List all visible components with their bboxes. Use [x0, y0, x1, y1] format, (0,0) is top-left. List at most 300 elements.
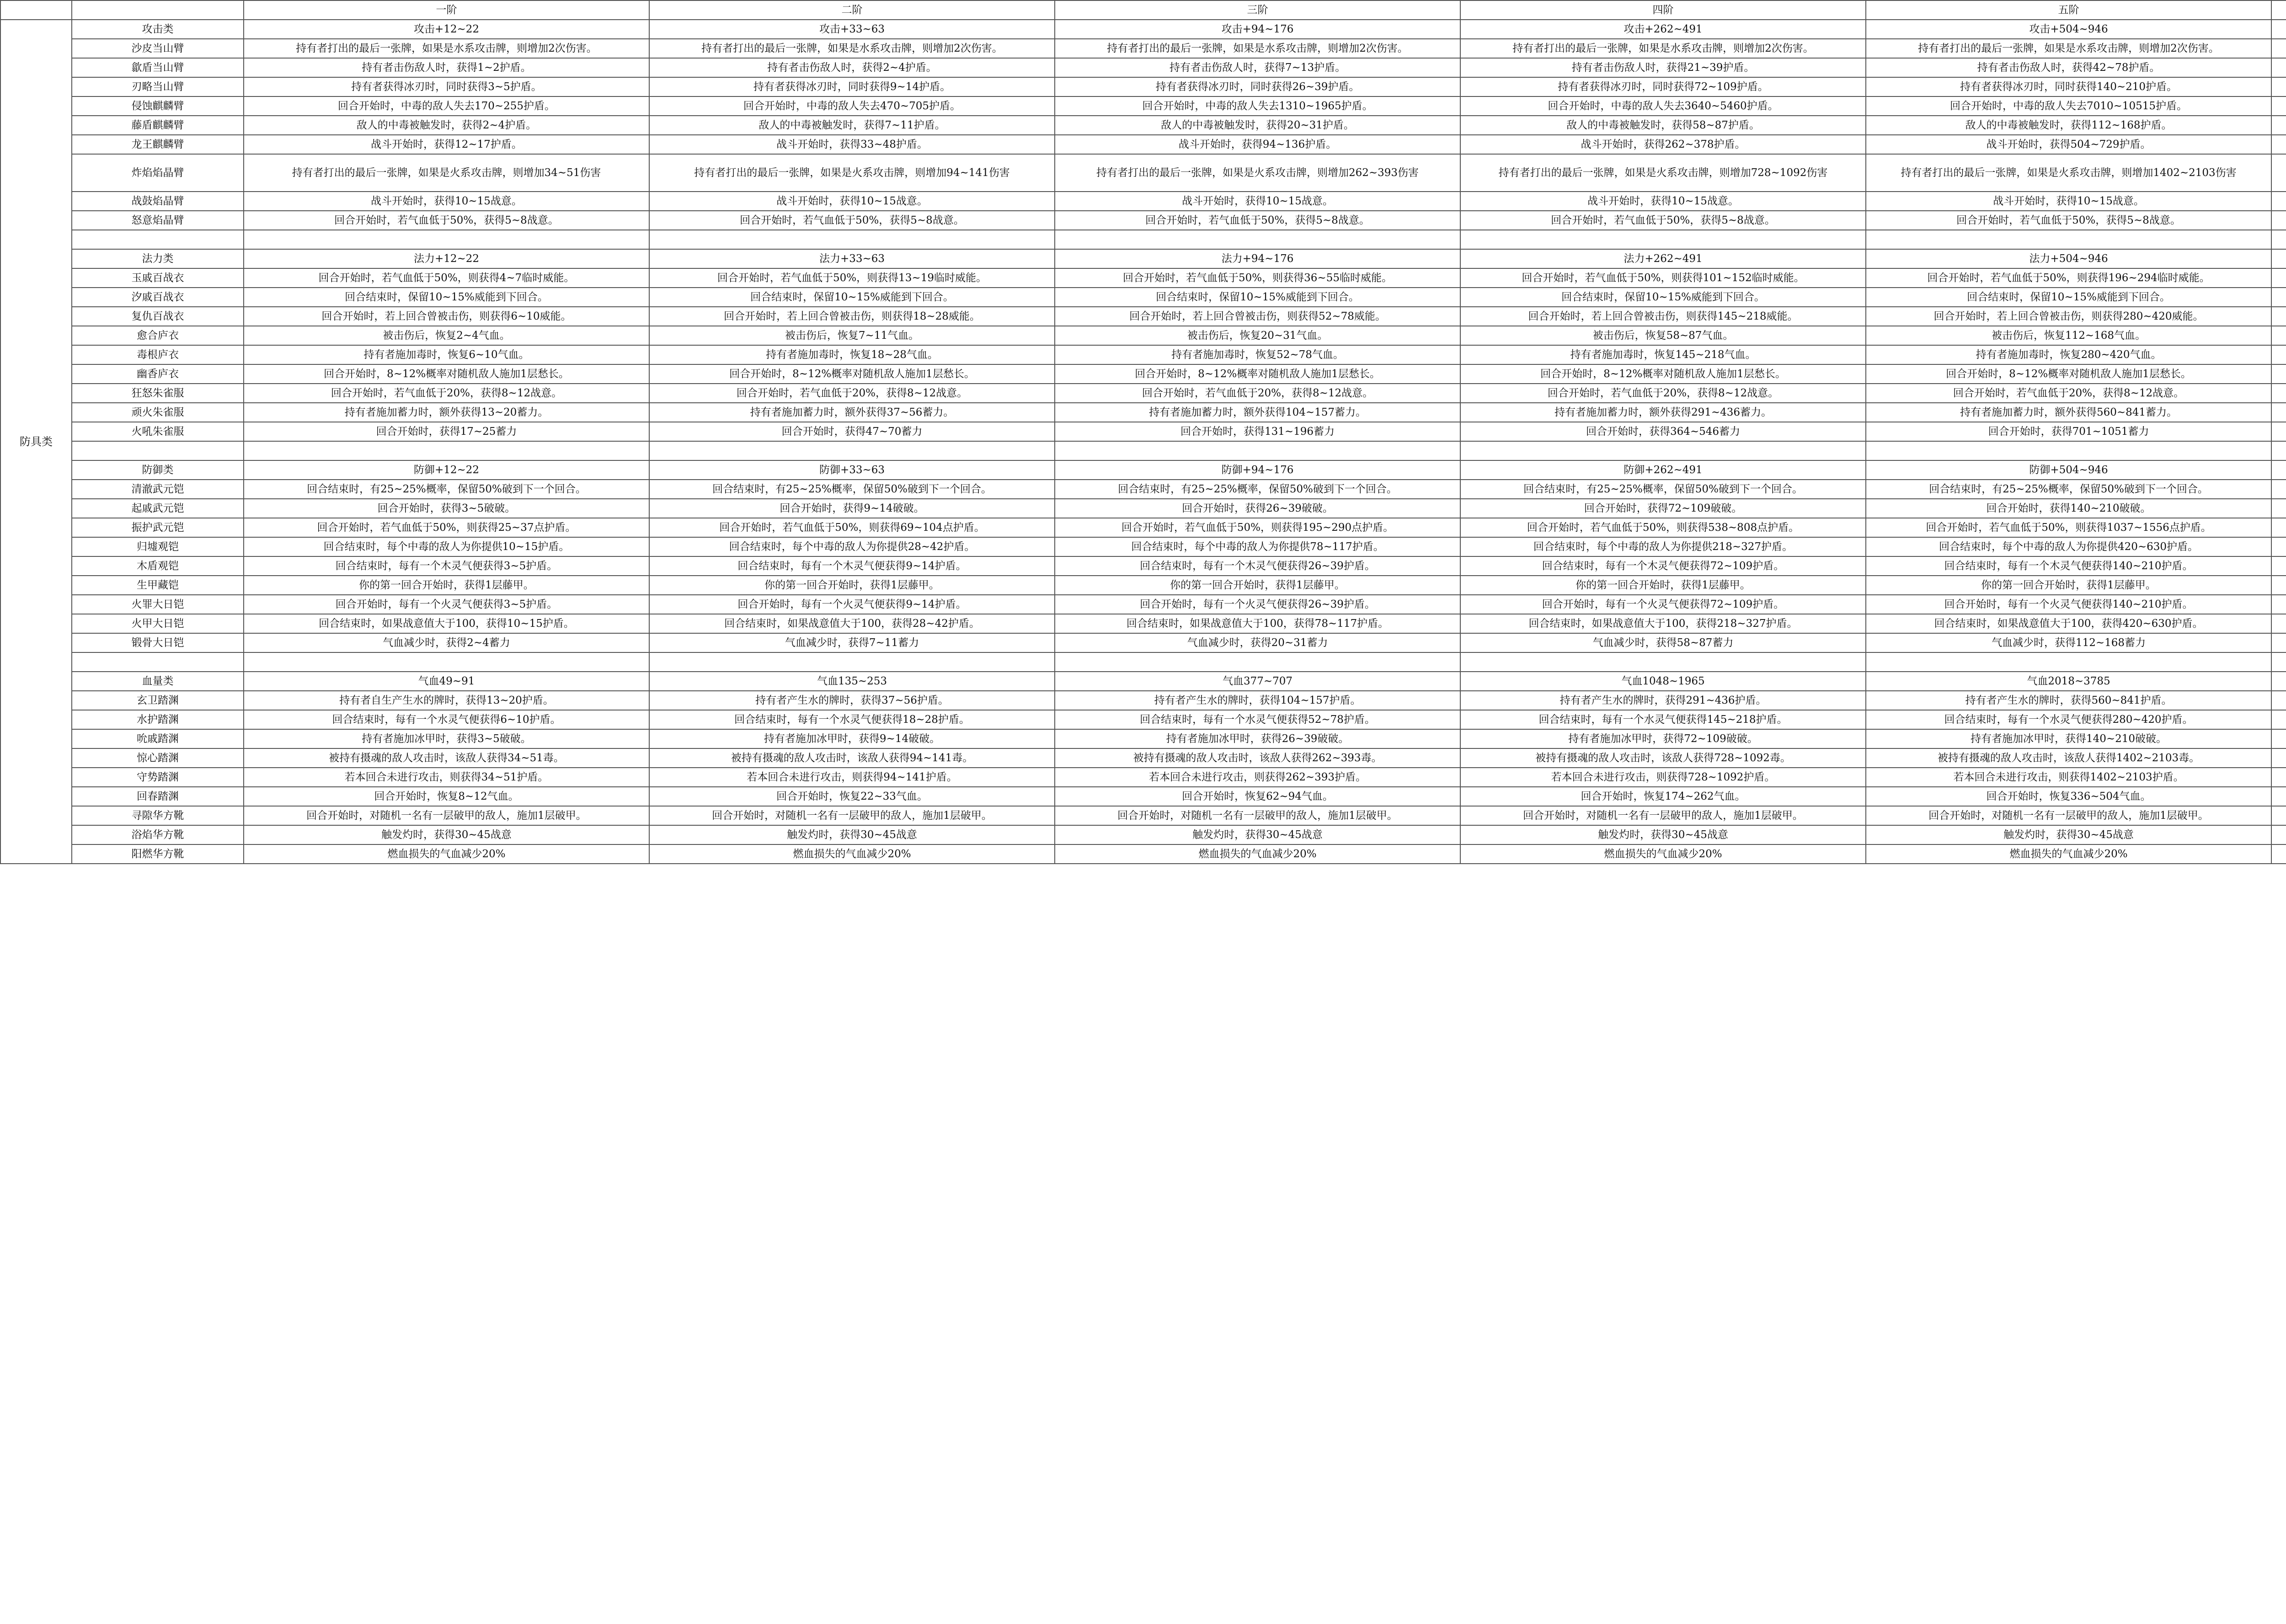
affix-cell: 燃血损失的气血减少20%: [649, 844, 1055, 864]
affix-cell: 持有者施加蓄力时，额外获得104~157蓄力。: [1055, 403, 1460, 422]
table-row: [0, 39, 2286, 58]
affix-cell: 法力+94~176: [1055, 249, 1460, 268]
affix-cell: 回合开始时，若气血低于50%，则获得13~19临时威能。: [649, 268, 1055, 288]
row-name: 归墟观铠: [72, 537, 244, 556]
affix-cell: [2271, 672, 2286, 691]
row-name: 防御类: [72, 460, 244, 480]
affix-cell: 持有者击伤敌人时，获得2~4护盾。: [649, 58, 1055, 77]
affix-cell: 持有者打出的最后一张牌，如果是火系攻击牌，则增加34~51伤害: [244, 154, 649, 192]
affix-cell: [2271, 268, 2286, 288]
section-spacer-row: [0, 652, 2286, 672]
affix-cell: 回合开始时，中毒的敌人失去1310~1965护盾。: [1055, 96, 1460, 116]
row-name: 藤盾麒麟臂: [72, 116, 244, 135]
row-name: 火甲大日铠: [72, 614, 244, 633]
affix-cell: 你的第一回合开始时，获得1层藤甲。: [649, 576, 1055, 595]
affix-cell: 回合结束时，如果战意值大于100，获得10~15护盾。: [244, 614, 649, 633]
affix-cell: [2271, 806, 2286, 825]
affix-cell: 回合开始时，每有一个火灵气便获得9~14护盾。: [649, 595, 1055, 614]
empty-cell: [1055, 652, 1460, 672]
affix-cell: [2271, 403, 2286, 422]
table-row: [0, 480, 2286, 499]
row-name: 法力类: [72, 249, 244, 268]
affix-cell: 持有者获得冰刃时，同时获得72~109护盾。: [1460, 77, 1866, 96]
table-row: [0, 672, 2286, 691]
affix-cell: 敌人的中毒被触发时，获得112~168护盾。: [1866, 116, 2271, 135]
row-name: 水护踏渊: [72, 710, 244, 729]
affix-cell: 回合结束时，每有一个木灵气便获得3~5护盾。: [244, 556, 649, 576]
affix-cell: 回合结束时，保留10~15%威能到下回合。: [244, 288, 649, 307]
row-name: 歙盾当山臂: [72, 58, 244, 77]
affix-cell: 回合开始时，若气血低于50%，获得5~8战意。: [1866, 211, 2271, 230]
affix-cell: 回合开始时，获得17~25蓄力: [244, 422, 649, 441]
table-row: [0, 518, 2286, 537]
affix-cell: 持有者施加毒时，恢复6~10气血。: [244, 345, 649, 364]
affix-cell: 回合开始时，8~12%概率对随机敌人施加1层愁长。: [649, 364, 1055, 384]
affix-cell: 燃血损失的气血减少20%: [244, 844, 649, 864]
affix-cell: 触发灼时，获得30~45战意: [244, 825, 649, 844]
affix-cell: 气血135~253: [649, 672, 1055, 691]
affix-cell: 你的第一回合开始时，获得1层藤甲。: [244, 576, 649, 595]
affix-cell: 回合开始时，若气血低于50%，则获得101~152临时威能。: [1460, 268, 1866, 288]
corner-cell: [0, 0, 72, 20]
affix-cell: 持有者打出的最后一张牌，如果是水系攻击牌，则增加2次伤害。: [1460, 39, 1866, 58]
row-name: 玄卫踏渊: [72, 691, 244, 710]
empty-cell: [72, 652, 244, 672]
affix-cell: 持有者施加毒时，恢复18~28气血。: [649, 345, 1055, 364]
row-name: 毒根庐衣: [72, 345, 244, 364]
affix-cell: 回合开始时，对随机一名有一层破甲的敌人，施加1层破甲。: [1055, 806, 1460, 825]
affix-cell: [2271, 768, 2286, 787]
tier-header: 四阶: [1460, 0, 1866, 20]
affix-cell: 若本回合未进行攻击，则获得1402~2103护盾。: [1866, 768, 2271, 787]
affix-cell: 回合开始时，若气血低于20%，获得8~12战意。: [244, 384, 649, 403]
affix-cell: 回合开始时，获得701~1051蓄力: [1866, 422, 2271, 441]
affix-cell: 持有者打出的最后一张牌，如果是火系攻击牌，则增加1402~2103伤害: [1866, 154, 2271, 192]
affix-cell: [2271, 480, 2286, 499]
affix-cell: [2271, 384, 2286, 403]
affix-cell: 回合开始时，若上回合曾被击伤，则获得18~28威能。: [649, 307, 1055, 326]
table-row: [0, 768, 2286, 787]
affix-cell: 触发灼时，获得30~45战意: [1055, 825, 1460, 844]
tier-header: [2271, 0, 2286, 20]
affix-cell: 你的第一回合开始时，获得1层藤甲。: [1866, 576, 2271, 595]
table-row: [0, 384, 2286, 403]
affix-cell: [2271, 154, 2286, 192]
affix-cell: 被击伤后，恢复58~87气血。: [1460, 326, 1866, 345]
row-name: 生甲藏铠: [72, 576, 244, 595]
affix-cell: [2271, 633, 2286, 652]
affix-cell: 回合开始时，若气血低于20%，获得8~12战意。: [649, 384, 1055, 403]
affix-cell: 回合开始时，每有一个火灵气便获得72~109护盾。: [1460, 595, 1866, 614]
affix-cell: [2271, 748, 2286, 768]
row-name: 阳燃华方靴: [72, 844, 244, 864]
affix-cell: 回合开始时，恢复62~94气血。: [1055, 787, 1460, 806]
affix-cell: 气血2018~3785: [1866, 672, 2271, 691]
affix-cell: [2271, 518, 2286, 537]
affix-cell: [2271, 58, 2286, 77]
affix-cell: 防御+262~491: [1460, 460, 1866, 480]
affix-cell: 敌人的中毒被触发时，获得20~31护盾。: [1055, 116, 1460, 135]
affix-cell: 回合结束时，保留10~15%威能到下回合。: [649, 288, 1055, 307]
affix-cell: 攻击+33~63: [649, 20, 1055, 39]
row-name: 刃略当山臂: [72, 77, 244, 96]
affix-cell: 回合开始时，8~12%概率对随机敌人施加1层愁长。: [244, 364, 649, 384]
table-row: [0, 556, 2286, 576]
table-row: [0, 135, 2286, 154]
affix-cell: [2271, 825, 2286, 844]
table-row: [0, 96, 2286, 116]
affix-cell: [2271, 576, 2286, 595]
affix-cell: 持有者打出的最后一张牌，如果是水系攻击牌，则增加2次伤害。: [649, 39, 1055, 58]
affix-cell: 气血减少时，获得2~4蓄力: [244, 633, 649, 652]
affix-cell: 战斗开始时，获得10~15战意。: [1866, 192, 2271, 211]
affix-cell: 法力+12~22: [244, 249, 649, 268]
affix-cell: 被击伤后，恢复7~11气血。: [649, 326, 1055, 345]
empty-cell: [1460, 441, 1866, 460]
affix-cell: 回合结束时，每有一个木灵气便获得9~14护盾。: [649, 556, 1055, 576]
affix-cell: 战斗开始时，获得504~729护盾。: [1866, 135, 2271, 154]
affix-cell: 回合结束时，如果战意值大于100，获得420~630护盾。: [1866, 614, 2271, 633]
affix-cell: 回合结束时，保留10~15%威能到下回合。: [1055, 288, 1460, 307]
affix-cell: 持有者获得冰刃时，同时获得26~39护盾。: [1055, 77, 1460, 96]
affix-cell: [2271, 288, 2286, 307]
row-name: 沙皮当山臂: [72, 39, 244, 58]
affix-cell: 法力+33~63: [649, 249, 1055, 268]
affix-cell: 回合结束时，如果战意值大于100，获得218~327护盾。: [1460, 614, 1866, 633]
affix-cell: 气血减少时，获得7~11蓄力: [649, 633, 1055, 652]
affix-cell: 回合开始时，对随机一名有一层破甲的敌人，施加1层破甲。: [1460, 806, 1866, 825]
row-name: 侵蚀麒麟臂: [72, 96, 244, 116]
row-name: 狂怒朱雀服: [72, 384, 244, 403]
row-name: 浴焰华方靴: [72, 825, 244, 844]
affix-cell: 敌人的中毒被触发时，获得2~4护盾。: [244, 116, 649, 135]
table-row: [0, 422, 2286, 441]
affix-cell: [2271, 307, 2286, 326]
affix-cell: 持有者击伤敌人时，获得1~2护盾。: [244, 58, 649, 77]
affix-cell: [2271, 192, 2286, 211]
affix-cell: 回合结束时，每有一个水灵气便获得145~218护盾。: [1460, 710, 1866, 729]
affix-cell: 回合开始时，恢复8~12气血。: [244, 787, 649, 806]
affix-cell: 若本回合未进行攻击，则获得34~51护盾。: [244, 768, 649, 787]
affix-cell: 回合开始时，中毒的敌人失去470~705护盾。: [649, 96, 1055, 116]
affix-cell: 回合开始时，8~12%概率对随机敌人施加1层愁长。: [1866, 364, 2271, 384]
section-spacer-row: [0, 230, 2286, 249]
row-name: 寻隙华方靴: [72, 806, 244, 825]
empty-cell: [1460, 652, 1866, 672]
affix-cell: 攻击+262~491: [1460, 20, 1866, 39]
affix-cell: 燃血损失的气血减少20%: [1460, 844, 1866, 864]
table-row: [0, 595, 2286, 614]
affix-cell: 回合开始时，获得140~210破破。: [1866, 499, 2271, 518]
affix-cell: 回合结束时，每个中毒的敌人为你提供218~327护盾。: [1460, 537, 1866, 556]
affix-cell: 战斗开始时，获得262~378护盾。: [1460, 135, 1866, 154]
affix-cell: [2271, 460, 2286, 480]
affix-cell: 回合开始时，中毒的敌人失去7010~10515护盾。: [1866, 96, 2271, 116]
empty-cell: [1866, 230, 2271, 249]
affix-cell: 触发灼时，获得30~45战意: [1866, 825, 2271, 844]
affix-cell: 回合开始时，若气血低于20%，获得8~12战意。: [1460, 384, 1866, 403]
empty-cell: [649, 230, 1055, 249]
empty-cell: [1055, 230, 1460, 249]
affix-cell: 燃血损失的气血减少20%: [1055, 844, 1460, 864]
affix-cell: 若本回合未进行攻击，则获得262~393护盾。: [1055, 768, 1460, 787]
row-name: 战鼓焰晶臂: [72, 192, 244, 211]
row-name: 玉戚百战衣: [72, 268, 244, 288]
table-row: [0, 844, 2286, 864]
affix-cell: 回合结束时，每有一个水灵气便获得52~78护盾。: [1055, 710, 1460, 729]
table-row: [0, 825, 2286, 844]
affix-cell: 回合结束时，每个中毒的敌人为你提供78~117护盾。: [1055, 537, 1460, 556]
affix-cell: 气血减少时，获得20~31蓄力: [1055, 633, 1460, 652]
affix-cell: [2271, 729, 2286, 748]
affix-cell: [2271, 556, 2286, 576]
table-row: [0, 787, 2286, 806]
table-row: [0, 307, 2286, 326]
affix-cell: 持有者获得冰刃时，同时获得140~210护盾。: [1866, 77, 2271, 96]
table-row: [0, 20, 2286, 39]
affix-cell: 防御+33~63: [649, 460, 1055, 480]
tier-header: 二阶: [649, 0, 1055, 20]
affix-cell: 战斗开始时，获得10~15战意。: [649, 192, 1055, 211]
affix-cell: 回合开始时，获得9~14破破。: [649, 499, 1055, 518]
affix-cell: 持有者打出的最后一张牌，如果是火系攻击牌，则增加262~393伤害: [1055, 154, 1460, 192]
table-row: [0, 460, 2286, 480]
affix-cell: [2271, 614, 2286, 633]
affix-cell: 防御+12~22: [244, 460, 649, 480]
row-name: 火罪大日铠: [72, 595, 244, 614]
affix-cell: 回合开始时，获得364~546蓄力: [1460, 422, 1866, 441]
group-label-cell: 防具类: [0, 20, 72, 864]
affix-cell: 回合开始时，对随机一名有一层破甲的敌人，施加1层破甲。: [649, 806, 1055, 825]
empty-cell: [2271, 230, 2286, 249]
row-name: 攻击类: [72, 20, 244, 39]
affix-cell: [2271, 96, 2286, 116]
row-name: 龙王麒麟臂: [72, 135, 244, 154]
affix-cell: 回合结束时，每个中毒的敌人为你提供10~15护盾。: [244, 537, 649, 556]
row-name: 回春踏渊: [72, 787, 244, 806]
affix-cell: [2271, 326, 2286, 345]
table-row: [0, 691, 2286, 710]
affix-cell: 回合结束时，每有一个水灵气便获得280~420护盾。: [1866, 710, 2271, 729]
affix-cell: 被击伤后，恢复112~168气血。: [1866, 326, 2271, 345]
affix-cell: 回合结束时，有25~25%概率，保留50%破到下一个回合。: [1055, 480, 1460, 499]
affix-cell: 回合开始时，若气血低于50%，则获得69~104点护盾。: [649, 518, 1055, 537]
affix-cell: 回合开始时，获得131~196蓄力: [1055, 422, 1460, 441]
table-row: [0, 499, 2286, 518]
table-row: [0, 576, 2286, 595]
affix-cell: 回合开始时，中毒的敌人失去170~255护盾。: [244, 96, 649, 116]
row-name: 愈合庐衣: [72, 326, 244, 345]
affix-cell: 被持有摄魂的敌人攻击时，该敌人获得34~51毒。: [244, 748, 649, 768]
empty-cell: [649, 441, 1055, 460]
affix-cell: [2271, 595, 2286, 614]
table-row: [0, 364, 2286, 384]
affix-cell: 持有者施加蓄力时，额外获得13~20蓄力。: [244, 403, 649, 422]
affix-cell: [2271, 211, 2286, 230]
affix-cell: [2271, 844, 2286, 864]
affix-cell: 被持有摄魂的敌人攻击时，该敌人获得94~141毒。: [649, 748, 1055, 768]
affix-cell: [2271, 787, 2286, 806]
row-name: 惊心踏渊: [72, 748, 244, 768]
affix-cell: 回合开始时，若上回合曾被击伤，则获得6~10威能。: [244, 307, 649, 326]
affix-cell: 触发灼时，获得30~45战意: [649, 825, 1055, 844]
affix-cell: 回合开始时，获得26~39破破。: [1055, 499, 1460, 518]
affix-cell: 敌人的中毒被触发时，获得7~11护盾。: [649, 116, 1055, 135]
row-name: 守势踏渊: [72, 768, 244, 787]
row-name: 汐戚百战衣: [72, 288, 244, 307]
affix-cell: 回合开始时，若气血低于50%，则获得36~55临时威能。: [1055, 268, 1460, 288]
affix-cell: 回合开始时，若上回合曾被击伤，则获得145~218威能。: [1460, 307, 1866, 326]
row-name: 起戚武元铠: [72, 499, 244, 518]
affix-cell: 敌人的中毒被触发时，获得58~87护盾。: [1460, 116, 1866, 135]
affix-cell: 被持有摄魂的敌人攻击时，该敌人获得262~393毒。: [1055, 748, 1460, 768]
affix-cell: 持有者打出的最后一张牌，如果是火系攻击牌，则增加94~141伤害: [649, 154, 1055, 192]
affix-cell: [2271, 77, 2286, 96]
empty-cell: [244, 230, 649, 249]
affix-cell: 持有者产生水的牌时，获得104~157护盾。: [1055, 691, 1460, 710]
affix-cell: 战斗开始时，获得94~136护盾。: [1055, 135, 1460, 154]
affix-cell: 回合开始时，每有一个火灵气便获得3~5护盾。: [244, 595, 649, 614]
affix-cell: 回合开始时，若气血低于50%，则获得25~37点护盾。: [244, 518, 649, 537]
affix-cell: 回合开始时，若上回合曾被击伤，则获得52~78威能。: [1055, 307, 1460, 326]
affix-cell: 回合结束时，保留10~15%威能到下回合。: [1460, 288, 1866, 307]
affix-cell: 燃血损失的气血减少20%: [1866, 844, 2271, 864]
affix-cell: 被击伤后，恢复20~31气血。: [1055, 326, 1460, 345]
table-row: [0, 211, 2286, 230]
affix-cell: 持有者获得冰刃时，同时获得9~14护盾。: [649, 77, 1055, 96]
affix-cell: 战斗开始时，获得10~15战意。: [1460, 192, 1866, 211]
affix-cell: 持有者打出的最后一张牌，如果是火系攻击牌，则增加728~1092伤害: [1460, 154, 1866, 192]
affix-cell: 被持有摄魂的敌人攻击时，该敌人获得1402~2103毒。: [1866, 748, 2271, 768]
affix-cell: [2271, 249, 2286, 268]
affix-cell: 回合结束时，有25~25%概率，保留50%破到下一个回合。: [649, 480, 1055, 499]
affix-cell: 持有者产生水的牌时，获得37~56护盾。: [649, 691, 1055, 710]
affix-cell: 攻击+12~22: [244, 20, 649, 39]
affix-cell: [2271, 422, 2286, 441]
affix-cell: 持有者击伤敌人时，获得7~13护盾。: [1055, 58, 1460, 77]
affix-cell: 回合开始时，若气血低于20%，获得8~12战意。: [1055, 384, 1460, 403]
affix-cell: 回合开始时，若气血低于50%，则获得4~7临时威能。: [244, 268, 649, 288]
affix-cell: 攻击+94~176: [1055, 20, 1460, 39]
row-name: 锻骨大日铠: [72, 633, 244, 652]
affix-cell: 被击伤后，恢复2~4气血。: [244, 326, 649, 345]
affix-cell: 持有者施加冰甲时，获得3~5破破。: [244, 729, 649, 748]
table-row: [0, 58, 2286, 77]
affix-cell: 攻击+504~946: [1866, 20, 2271, 39]
affix-cell: 回合结束时，如果战意值大于100，获得78~117护盾。: [1055, 614, 1460, 633]
affix-cell: 持有者自生产生水的牌时，获得13~20护盾。: [244, 691, 649, 710]
affix-cell: 持有者打出的最后一张牌，如果是水系攻击牌，则增加2次伤害。: [1055, 39, 1460, 58]
affix-cell: 回合开始时，若气血低于50%，则获得538~808点护盾。: [1460, 518, 1866, 537]
affix-cell: [2271, 537, 2286, 556]
affix-cell: [2271, 364, 2286, 384]
table-row: [0, 326, 2286, 345]
affix-cell: 持有者施加毒时，恢复145~218气血。: [1460, 345, 1866, 364]
affix-cell: 回合结束时，有25~25%概率，保留50%破到下一个回合。: [244, 480, 649, 499]
row-name: 怒意焰晶臂: [72, 211, 244, 230]
table-row: [0, 268, 2286, 288]
affix-cell: [2271, 710, 2286, 729]
affix-cell: 回合结束时，有25~25%概率，保留50%破到下一个回合。: [1460, 480, 1866, 499]
tier-header-row: [0, 0, 2286, 20]
empty-cell: [1055, 441, 1460, 460]
affix-cell: 你的第一回合开始时，获得1层藤甲。: [1460, 576, 1866, 595]
section-spacer-row: [0, 441, 2286, 460]
affix-cell: 回合开始时，获得72~109破破。: [1460, 499, 1866, 518]
affix-cell: 战斗开始时，获得10~15战意。: [244, 192, 649, 211]
affix-cell: 回合开始时，对随机一名有一层破甲的敌人，施加1层破甲。: [244, 806, 649, 825]
affix-cell: 持有者施加冰甲时，获得9~14破破。: [649, 729, 1055, 748]
affix-cell: 持有者打出的最后一张牌，如果是水系攻击牌，则增加2次伤害。: [1866, 39, 2271, 58]
affix-cell: 持有者获得冰刃时，同时获得3~5护盾。: [244, 77, 649, 96]
table-row: [0, 729, 2286, 748]
affix-cell: 回合开始时，若气血低于50%，则获得195~290点护盾。: [1055, 518, 1460, 537]
affix-cell: 持有者施加蓄力时，额外获得560~841蓄力。: [1866, 403, 2271, 422]
affix-cell: [2271, 39, 2286, 58]
tier-header: 五阶: [1866, 0, 2271, 20]
affix-cell: 持有者击伤敌人时，获得42~78护盾。: [1866, 58, 2271, 77]
affix-cell: 持有者打出的最后一张牌，如果是水系攻击牌，则增加2次伤害。: [244, 39, 649, 58]
affix-cell: 回合结束时，每有一个水灵气便获得18~28护盾。: [649, 710, 1055, 729]
affix-cell: [2271, 691, 2286, 710]
affix-cell: 回合结束时，每有一个木灵气便获得140~210护盾。: [1866, 556, 2271, 576]
affix-cell: 持有者施加蓄力时，额外获得37~56蓄力。: [649, 403, 1055, 422]
affix-cell: 回合开始时，若气血低于50%，则获得196~294临时威能。: [1866, 268, 2271, 288]
affix-cell: 若本回合未进行攻击，则获得94~141护盾。: [649, 768, 1055, 787]
table-row: [0, 403, 2286, 422]
affix-cell: 持有者施加冰甲时，获得26~39破破。: [1055, 729, 1460, 748]
row-name: 炸焰焰晶臂: [72, 154, 244, 192]
table-row: [0, 633, 2286, 652]
row-name: 幽香庐衣: [72, 364, 244, 384]
empty-cell: [1460, 230, 1866, 249]
affix-cell: 回合开始时，若气血低于50%，获得5~8战意。: [1460, 211, 1866, 230]
affix-cell: 回合结束时，如果战意值大于100，获得28~42护盾。: [649, 614, 1055, 633]
affix-cell: 回合开始时，若气血低于50%，获得5~8战意。: [649, 211, 1055, 230]
affix-cell: 气血减少时，获得58~87蓄力: [1460, 633, 1866, 652]
affix-cell: [2271, 116, 2286, 135]
affix-cell: 你的第一回合开始时，获得1层藤甲。: [1055, 576, 1460, 595]
affix-cell: 战斗开始时，获得10~15战意。: [1055, 192, 1460, 211]
affix-cell: [2271, 345, 2286, 364]
affix-cell: 回合开始时，若上回合曾被击伤，则获得280~420威能。: [1866, 307, 2271, 326]
affix-cell: 持有者产生水的牌时，获得291~436护盾。: [1460, 691, 1866, 710]
affix-cell: 回合结束时，有25~25%概率，保留50%破到下一个回合。: [1866, 480, 2271, 499]
row-name: 顽火朱雀服: [72, 403, 244, 422]
affix-cell: 气血减少时，获得112~168蓄力: [1866, 633, 2271, 652]
affix-cell: 防御+504~946: [1866, 460, 2271, 480]
table-row: [0, 537, 2286, 556]
row-name: 振护武元铠: [72, 518, 244, 537]
table-row: [0, 77, 2286, 96]
affix-cell: 回合结束时，保留10~15%威能到下回合。: [1866, 288, 2271, 307]
empty-cell: [72, 230, 244, 249]
affix-cell: 回合开始时，若气血低于50%，获得5~8战意。: [1055, 211, 1460, 230]
affix-cell: 触发灼时，获得30~45战意: [1460, 825, 1866, 844]
affix-cell: 回合开始时，恢复22~33气血。: [649, 787, 1055, 806]
empty-cell: [72, 441, 244, 460]
affix-cell: 法力+262~491: [1460, 249, 1866, 268]
empty-cell: [1866, 441, 2271, 460]
affix-cell: [2271, 499, 2286, 518]
table-row: [0, 192, 2286, 211]
affix-cell: 持有者施加冰甲时，获得140~210破破。: [1866, 729, 2271, 748]
affix-cell: 回合开始时，恢复174~262气血。: [1460, 787, 1866, 806]
affix-cell: 回合结束时，每个中毒的敌人为你提供28~42护盾。: [649, 537, 1055, 556]
affix-cell: 回合开始时，若气血低于20%，获得8~12战意。: [1866, 384, 2271, 403]
table-row: [0, 345, 2286, 364]
table-row: [0, 806, 2286, 825]
